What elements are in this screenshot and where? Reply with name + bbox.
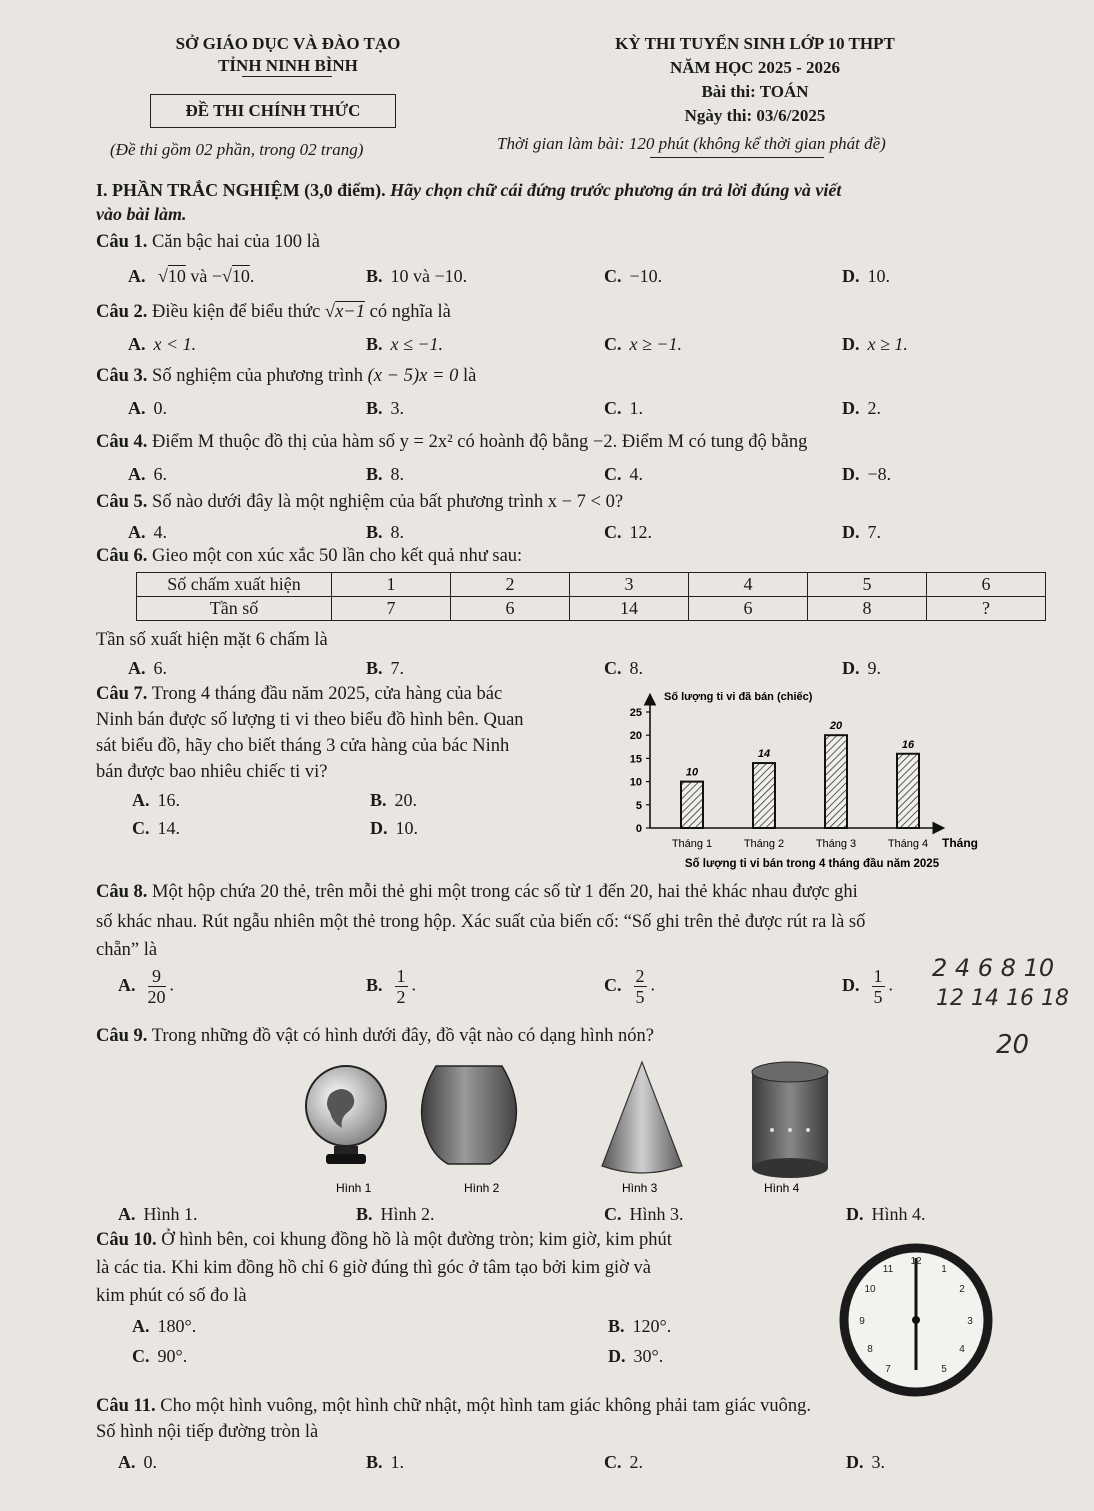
q3-c-text: 1. bbox=[629, 398, 643, 418]
q1-a-letter: A. bbox=[128, 266, 146, 286]
question-11 bbox=[96, 1396, 811, 1417]
q3-option-b[interactable] bbox=[366, 398, 404, 419]
q10-option-b[interactable] bbox=[608, 1316, 671, 1337]
q7-b-letter: B. bbox=[370, 790, 387, 810]
q10-number: Câu 10. bbox=[96, 1230, 157, 1250]
q8-option-b[interactable]: B. $\frac{1}{2}$ . bbox=[366, 966, 417, 1007]
q5-d-text: 7. bbox=[867, 522, 881, 542]
y-tick-label: 15 bbox=[629, 753, 642, 766]
q4-d-text: −8. bbox=[867, 464, 892, 484]
header-underline bbox=[242, 76, 332, 77]
svg-text:7: 7 bbox=[885, 1364, 891, 1375]
q7-a-letter: A. bbox=[132, 790, 150, 810]
tv-sales-bar-chart bbox=[612, 684, 1002, 880]
q11-number: Câu 11. bbox=[96, 1396, 156, 1416]
cylinder-object bbox=[752, 1062, 828, 1178]
q6-after-text: Tần số xuất hiện mặt 6 chấm là bbox=[96, 630, 328, 650]
q3-c-letter: C. bbox=[604, 398, 622, 418]
table-row bbox=[137, 573, 1046, 597]
q5-a-text: 4. bbox=[153, 522, 167, 542]
x-tick-label: Tháng 1 bbox=[671, 838, 713, 850]
q6-c-letter: C. bbox=[604, 658, 622, 678]
q7-option-c[interactable] bbox=[132, 818, 180, 839]
q2-option-a[interactable] bbox=[128, 334, 196, 355]
svg-text:9: 9 bbox=[859, 1316, 865, 1327]
q4-option-d[interactable] bbox=[842, 464, 891, 485]
q6-d-text: 9. bbox=[867, 658, 881, 678]
q4-b-text: 8. bbox=[390, 464, 405, 484]
q8-line: Một hộp chứa 20 thẻ, trên mỗi thẻ ghi một trong các số từ 1 đến 20, hai thẻ khác nhau được ghi bbox=[152, 882, 858, 902]
q4-c-text: 4. bbox=[629, 464, 643, 484]
q5-a-letter: A. bbox=[128, 522, 146, 542]
q8-line: số khác nhau. Rút ngẫu nhiên một thẻ trong hộp. Xác suất của biến cố: “Số ghi trên thẻ được rút ra là số bbox=[96, 912, 866, 932]
chart-bar bbox=[897, 754, 919, 828]
q8-option-c[interactable]: C. $\frac{2}{5}$ . bbox=[604, 966, 655, 1007]
q5-number: Câu 5. bbox=[96, 492, 148, 512]
q10-option-c[interactable] bbox=[132, 1346, 187, 1367]
q10-d-text: 30°. bbox=[633, 1346, 664, 1366]
q10-option-a[interactable] bbox=[132, 1316, 196, 1337]
q11-option-a[interactable] bbox=[118, 1452, 157, 1473]
question-1 bbox=[96, 232, 320, 253]
q1-option-d[interactable] bbox=[842, 266, 890, 287]
q6-option-b[interactable] bbox=[366, 658, 404, 679]
bar-value-label: 14 bbox=[757, 748, 771, 761]
q11-a-letter: A. bbox=[118, 1452, 136, 1472]
q9-c-letter: C. bbox=[604, 1204, 622, 1224]
q3-d-text: 2. bbox=[867, 398, 881, 418]
q1-option-b[interactable] bbox=[366, 266, 467, 287]
q4-b-letter: B. bbox=[366, 464, 383, 484]
q7-option-a[interactable] bbox=[132, 790, 180, 811]
bar-value-label: 16 bbox=[901, 738, 915, 751]
q8-a-letter: A. bbox=[118, 974, 136, 995]
part1-heading bbox=[96, 180, 841, 201]
q2-a-text: x < 1. bbox=[153, 334, 197, 354]
q5-text: Số nào dưới đây là một nghiệm của bất phương trình x − 7 < 0? bbox=[152, 492, 624, 512]
q2-c-text: x ≥ −1. bbox=[629, 334, 683, 354]
chart-bar bbox=[681, 782, 703, 828]
table-header-cell: Số chấm xuất hiện bbox=[137, 573, 332, 597]
q6-text: Gieo một con xúc xắc 50 lần cho kết quả như sau: bbox=[152, 546, 523, 566]
q3-number: Câu 3. bbox=[96, 366, 148, 386]
q7-d-text: 10. bbox=[395, 818, 418, 838]
q10-line: là các tia. Khi kim đồng hồ chỉ 6 giờ đúng thì góc ở tâm tạo bởi kim giờ và bbox=[96, 1258, 651, 1278]
q5-option-a[interactable] bbox=[128, 522, 167, 543]
q9-c-text: Hình 3. bbox=[629, 1204, 684, 1224]
chart-bar bbox=[825, 735, 847, 828]
q11-text: Cho một hình vuông, một hình chữ nhật, một hình tam giác không phải tam giác vuông. bbox=[160, 1396, 812, 1416]
q3-text-b: là bbox=[462, 366, 477, 386]
table-cell: 3 bbox=[570, 573, 689, 597]
q5-c-text: 12. bbox=[629, 522, 652, 542]
q8-b-fraction bbox=[395, 966, 408, 1007]
table-cell: 1 bbox=[332, 573, 451, 597]
q9-text: Trong những đồ vật có hình dưới đây, đồ vật nào có dạng hình nón? bbox=[151, 1026, 654, 1046]
q11-text2: Số hình nội tiếp đường tròn là bbox=[96, 1422, 319, 1442]
q7-c-text: 14. bbox=[157, 818, 180, 838]
q5-option-c[interactable] bbox=[604, 522, 652, 543]
bar-value-label: 20 bbox=[829, 720, 843, 733]
y-tick-label: 10 bbox=[629, 776, 642, 789]
q10-a-text: 180°. bbox=[157, 1316, 197, 1336]
q8-option-a[interactable]: A. $\frac{9}{20}$ . bbox=[118, 966, 174, 1007]
table-cell: 4 bbox=[689, 573, 808, 597]
q1-a-and: và bbox=[190, 266, 208, 286]
question-8 bbox=[96, 882, 858, 903]
table-cell: 14 bbox=[570, 597, 689, 621]
question-7 bbox=[96, 684, 502, 705]
q6-b-letter: B. bbox=[366, 658, 383, 678]
table-cell: 2 bbox=[451, 573, 570, 597]
q1-c-text: −10. bbox=[629, 266, 663, 286]
q11-d-letter: D. bbox=[846, 1452, 864, 1472]
svg-text:11: 11 bbox=[882, 1264, 894, 1275]
q1-a-sqrt1: √10 bbox=[158, 266, 186, 286]
q10-line: kim phút có số đo là bbox=[96, 1286, 247, 1306]
question-9 bbox=[96, 1026, 654, 1047]
q7-number: Câu 7. bbox=[96, 684, 148, 704]
fraction-numerator: 2 bbox=[635, 966, 645, 986]
q2-d-text: x ≥ 1. bbox=[867, 334, 908, 354]
q1-option-c[interactable] bbox=[604, 266, 662, 287]
cone-object bbox=[602, 1062, 682, 1173]
y-tick-label: 5 bbox=[635, 799, 642, 812]
q10-line: Ở hình bên, coi khung đồng hồ là một đường tròn; kim giờ, kim phút bbox=[161, 1230, 672, 1250]
q3-text-a: Số nghiệm của phương trình bbox=[152, 366, 363, 386]
q8-number: Câu 8. bbox=[96, 882, 148, 902]
table-cell: 8 bbox=[808, 597, 927, 621]
q8-a-fraction bbox=[148, 966, 166, 1007]
y-tick-label: 25 bbox=[629, 707, 642, 719]
q3-a-letter: A. bbox=[128, 398, 146, 418]
q9-option-c[interactable] bbox=[604, 1204, 684, 1225]
y-tick-label: 0 bbox=[635, 823, 642, 835]
q1-a-sqrt2: −√10. bbox=[211, 266, 255, 286]
q9-option-a[interactable] bbox=[118, 1204, 198, 1225]
q1-d-text: 10. bbox=[867, 266, 890, 286]
fraction-denominator: 2 bbox=[396, 987, 406, 1007]
q3-option-a[interactable] bbox=[128, 398, 167, 419]
q11-d-text: 3. bbox=[871, 1452, 885, 1472]
q2-number: Câu 2. bbox=[96, 302, 148, 322]
q11-b-letter: B. bbox=[366, 1452, 383, 1472]
q6-a-text: 6. bbox=[153, 658, 167, 678]
q2-option-c[interactable] bbox=[604, 334, 682, 355]
q6-number: Câu 6. bbox=[96, 546, 148, 566]
table-header-cell: Tần số bbox=[137, 597, 332, 621]
q11-option-b[interactable] bbox=[366, 1452, 404, 1473]
figure-label: Hình 1 bbox=[336, 1181, 372, 1195]
fraction-numerator: 1 bbox=[873, 966, 883, 986]
dept-line2: TỈNH NINH BÌNH bbox=[218, 56, 358, 75]
table-cell: 7 bbox=[332, 597, 451, 621]
exam-subject: Bài thi: TOÁN bbox=[701, 82, 809, 101]
q2-d-letter: D. bbox=[842, 334, 860, 354]
svg-text:8: 8 bbox=[867, 1344, 873, 1355]
q10-option-d[interactable] bbox=[608, 1346, 663, 1367]
q9-b-letter: B. bbox=[356, 1204, 373, 1224]
q7-d-letter: D. bbox=[370, 818, 388, 838]
q6-option-c[interactable] bbox=[604, 658, 643, 679]
figure-label: Hình 3 bbox=[622, 1181, 658, 1195]
q1-b-letter: B. bbox=[366, 266, 383, 286]
q8-line: chẵn” là bbox=[96, 940, 158, 960]
q10-c-letter: C. bbox=[132, 1346, 150, 1366]
x-tick-label: Tháng 2 bbox=[743, 838, 785, 850]
q4-a-text: 6. bbox=[153, 464, 167, 484]
q4-number: Câu 4. bbox=[96, 432, 148, 452]
fraction-denominator: 5 bbox=[635, 987, 645, 1007]
question-2 bbox=[96, 302, 451, 323]
globe-object bbox=[306, 1066, 386, 1164]
clock-center bbox=[912, 1316, 920, 1324]
q6-c-text: 8. bbox=[629, 658, 643, 678]
handwritten-note: 12 14 16 18 bbox=[936, 986, 1069, 1011]
q5-d-letter: D. bbox=[842, 522, 860, 542]
chart-title: Số lượng ti vi bán trong 4 tháng đầu năm 2025 bbox=[684, 858, 940, 870]
x-tick-label: Tháng 4 bbox=[887, 838, 929, 850]
official-label: ĐỀ THI CHÍNH THỨC bbox=[150, 94, 396, 128]
q2-a-letter: A. bbox=[128, 334, 146, 354]
q1-number: Câu 1. bbox=[96, 232, 148, 252]
chart-y-label: Số lượng ti vi đã bán (chiếc) bbox=[664, 691, 813, 703]
q7-b-text: 20. bbox=[394, 790, 418, 810]
chart-bar bbox=[753, 763, 775, 828]
q7-line: Trong 4 tháng đầu năm 2025, cửa hàng của bác bbox=[151, 684, 503, 704]
q5-b-letter: B. bbox=[366, 522, 383, 542]
q7-line: sát biểu đồ, hãy cho biết tháng 3 cửa hàng của bác Ninh bbox=[96, 736, 510, 756]
q8-option-d[interactable]: D. $\frac{1}{5}$ . bbox=[842, 966, 893, 1007]
q2-c-letter: C. bbox=[604, 334, 622, 354]
handwritten-note: 20 bbox=[996, 1030, 1030, 1060]
table-cell: 6 bbox=[451, 597, 570, 621]
q3-equation: (x − 5)x = 0 bbox=[367, 366, 459, 386]
q11-option-d[interactable] bbox=[846, 1452, 885, 1473]
svg-text:3: 3 bbox=[967, 1316, 973, 1327]
dept-line1: SỞ GIÁO DỤC VÀ ĐÀO TẠO bbox=[175, 34, 401, 53]
handwritten-note: 2 4 6 8 10 bbox=[932, 954, 1055, 982]
q2-text-a: Điều kiện để biểu thức bbox=[152, 302, 321, 322]
q3-a-text: 0. bbox=[153, 398, 167, 418]
chart-x-ticks bbox=[672, 838, 928, 850]
q4-option-a[interactable] bbox=[128, 464, 167, 485]
clock-figure bbox=[836, 1240, 996, 1400]
q5-option-d[interactable] bbox=[842, 522, 881, 543]
svg-text:1: 1 bbox=[941, 1264, 947, 1275]
q11-option-c[interactable] bbox=[604, 1452, 643, 1473]
svg-text:10: 10 bbox=[864, 1284, 876, 1295]
fraction-denominator: 20 bbox=[147, 987, 166, 1007]
q7-option-b[interactable] bbox=[370, 790, 417, 811]
q7-a-text: 16. bbox=[157, 790, 180, 810]
q11-b-text: 1. bbox=[390, 1452, 405, 1472]
table-cell: 6 bbox=[927, 573, 1046, 597]
q2-b-text: x ≤ −1. bbox=[390, 334, 444, 354]
vase-object bbox=[422, 1066, 517, 1164]
question-5 bbox=[96, 492, 623, 513]
q10-b-text: 120°. bbox=[632, 1316, 672, 1336]
time-underline bbox=[650, 157, 824, 158]
bar-value-label: 10 bbox=[685, 766, 699, 779]
q10-b-letter: B. bbox=[608, 1316, 625, 1336]
q6-b-text: 7. bbox=[390, 658, 405, 678]
chart-x-label: Tháng bbox=[942, 836, 978, 850]
q2-sqrt: √x−1 bbox=[324, 302, 366, 322]
question-3 bbox=[96, 366, 476, 387]
q4-option-b[interactable] bbox=[366, 464, 404, 485]
q4-text: Điểm M thuộc đồ thị của hàm số y = 2x² có hoành độ bằng −2. Điểm M có tung độ bằng bbox=[152, 432, 808, 452]
q4-d-letter: D. bbox=[842, 464, 860, 484]
exam-note: (Đề thi gồm 02 phần, trong 02 trang) bbox=[110, 140, 364, 159]
q3-option-c[interactable] bbox=[604, 398, 643, 419]
q9-a-letter: A. bbox=[118, 1204, 136, 1224]
q10-c-text: 90°. bbox=[157, 1346, 188, 1366]
q2-option-d[interactable] bbox=[842, 334, 908, 355]
q2-text-b: có nghĩa là bbox=[369, 302, 451, 322]
svg-text:5: 5 bbox=[941, 1364, 947, 1375]
q5-b-text: 8. bbox=[390, 522, 405, 542]
q1-d-letter: D. bbox=[842, 266, 860, 286]
objects-figure bbox=[290, 1058, 850, 1198]
q7-option-d[interactable] bbox=[370, 818, 418, 839]
q10-d-letter: D. bbox=[608, 1346, 626, 1366]
q3-b-text: 3. bbox=[390, 398, 405, 418]
q8-b-letter: B. bbox=[366, 974, 383, 995]
q7-c-letter: C. bbox=[132, 818, 150, 838]
table-row bbox=[137, 597, 1046, 621]
q11-c-text: 2. bbox=[629, 1452, 643, 1472]
q4-c-letter: C. bbox=[604, 464, 622, 484]
q8-c-letter: C. bbox=[604, 974, 622, 995]
q2-b-letter: B. bbox=[366, 334, 383, 354]
exam-time: Thời gian làm bài: 120 phút (không kể thời gian phát đề) bbox=[497, 134, 886, 153]
chart-bars bbox=[681, 720, 919, 828]
q7-line: Ninh bán được số lượng ti vi theo biểu đồ hình bên. Quan bbox=[96, 710, 524, 730]
q6-option-d[interactable] bbox=[842, 658, 881, 679]
question-4 bbox=[96, 432, 807, 453]
chart-y-ticks bbox=[630, 707, 650, 835]
q9-d-letter: D. bbox=[846, 1204, 864, 1224]
q1-text: Căn bậc hai của 100 là bbox=[152, 232, 321, 252]
exam-date: Ngày thi: 03/6/2025 bbox=[684, 106, 826, 125]
table-cell: 5 bbox=[808, 573, 927, 597]
q10-a-letter: A. bbox=[132, 1316, 150, 1336]
q9-a-text: Hình 1. bbox=[143, 1204, 198, 1224]
part1-instruction-cont: vào bài làm. bbox=[96, 204, 187, 224]
q7-line: bán được bao nhiêu chiếc ti vi? bbox=[96, 762, 328, 782]
figure-label: Hình 2 bbox=[464, 1181, 500, 1195]
x-tick-label: Tháng 3 bbox=[815, 838, 857, 850]
q6-option-a[interactable] bbox=[128, 658, 167, 679]
dice-frequency-table bbox=[136, 572, 1046, 621]
q9-option-b[interactable] bbox=[356, 1204, 435, 1225]
question-6 bbox=[96, 546, 522, 567]
q5-option-b[interactable] bbox=[366, 522, 404, 543]
q3-option-d[interactable] bbox=[842, 398, 881, 419]
q6-a-letter: A. bbox=[128, 658, 146, 678]
q8-c-fraction bbox=[634, 966, 647, 1007]
q3-d-letter: D. bbox=[842, 398, 860, 418]
q8-d-fraction bbox=[872, 966, 885, 1007]
q3-b-letter: B. bbox=[366, 398, 383, 418]
fraction-denominator: 5 bbox=[873, 987, 883, 1007]
q6-d-letter: D. bbox=[842, 658, 860, 678]
q4-a-letter: A. bbox=[128, 464, 146, 484]
y-tick-label: 20 bbox=[629, 730, 642, 743]
fraction-numerator: 1 bbox=[396, 966, 406, 986]
q9-option-d[interactable] bbox=[846, 1204, 926, 1225]
q11-a-text: 0. bbox=[143, 1452, 157, 1472]
svg-text:4: 4 bbox=[959, 1344, 965, 1355]
q8-d-letter: D. bbox=[842, 974, 860, 995]
svg-text:2: 2 bbox=[959, 1284, 965, 1295]
table-cell: ? bbox=[927, 597, 1046, 621]
exam-line1: KỲ THI TUYỂN SINH LỚP 10 THPT bbox=[615, 34, 895, 53]
exam-line2: NĂM HỌC 2025 - 2026 bbox=[670, 58, 840, 77]
q1-option-a[interactable] bbox=[128, 266, 254, 287]
q5-c-letter: C. bbox=[604, 522, 622, 542]
q9-d-text: Hình 4. bbox=[871, 1204, 926, 1224]
part1-instruction: Hãy chọn chữ cái đứng trước phương án trả lời đúng và viết bbox=[390, 180, 842, 200]
q11-c-letter: C. bbox=[604, 1452, 622, 1472]
part1-title: I. PHẦN TRẮC NGHIỆM (3,0 điểm). bbox=[96, 180, 386, 200]
svg-text:12: 12 bbox=[910, 1256, 922, 1267]
q4-option-c[interactable] bbox=[604, 464, 643, 485]
q1-c-letter: C. bbox=[604, 266, 622, 286]
table-cell: 6 bbox=[689, 597, 808, 621]
q1-b-text: 10 và −10. bbox=[390, 266, 468, 286]
fraction-numerator: 9 bbox=[148, 966, 166, 987]
q9-number: Câu 9. bbox=[96, 1026, 148, 1046]
q2-option-b[interactable] bbox=[366, 334, 443, 355]
question-10 bbox=[96, 1230, 672, 1251]
q9-b-text: Hình 2. bbox=[380, 1204, 435, 1224]
figure-label: Hình 4 bbox=[764, 1181, 800, 1195]
